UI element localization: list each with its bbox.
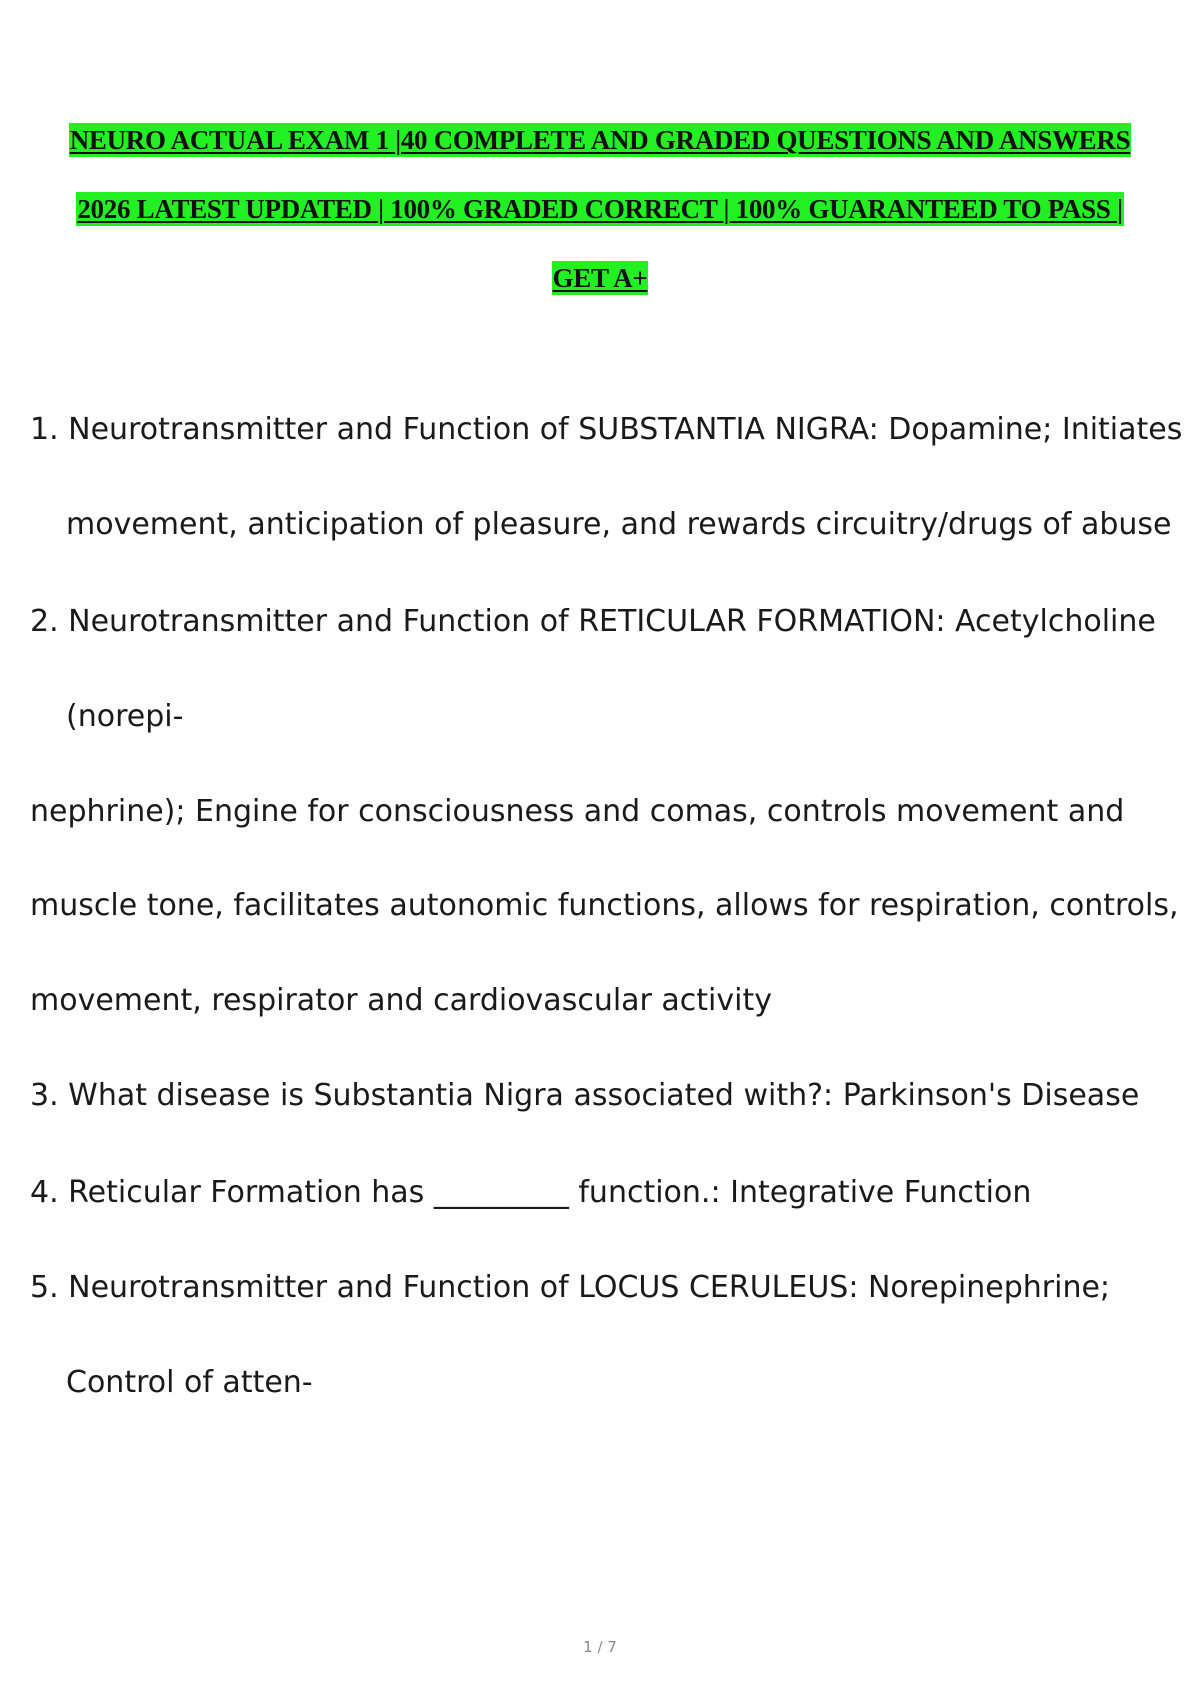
question-3-line-1: 3. What disease is Substantia Nigra associated with?: Parkinson's Disease bbox=[30, 1078, 1140, 1113]
title-line-3-text: GET A+ bbox=[552, 263, 648, 293]
question-5-line-2: Control of atten- bbox=[66, 1365, 313, 1400]
question-2-line-5: movement, respirator and cardiovascular activity bbox=[30, 983, 773, 1018]
title-line-3 bbox=[0, 256, 1200, 325]
question-1-line-1: 1. Neurotransmitter and Function of SUBSTANTIA NIGRA: Dopamine; Initiates bbox=[30, 412, 1183, 447]
question-4-line-1: 4. Reticular Formation has _________ function.: Integrative Function bbox=[30, 1175, 1032, 1210]
question-1-line-2: movement, anticipation of pleasure, and rewards circuitry/drugs of abuse bbox=[66, 507, 1172, 542]
page-indicator: 1 / 7 bbox=[583, 1638, 617, 1656]
question-5-line-1: 5. Neurotransmitter and Function of LOCUS CERULEUS: Norepinephrine; bbox=[30, 1270, 1111, 1305]
title-line-2 bbox=[0, 187, 1200, 256]
question-2-line-4: muscle tone, facilitates autonomic functions, allows for respiration, controls, bbox=[30, 888, 1179, 923]
title-line-2-text: 2026 LATEST UPDATED | 100% GRADED CORRECT | 100% GUARANTEED TO PASS | bbox=[77, 194, 1123, 224]
title-line-1-text: NEURO ACTUAL EXAM 1 |40 COMPLETE AND GRADED QUESTIONS AND ANSWERS bbox=[69, 125, 1131, 155]
question-2-line-1: 2. Neurotransmitter and Function of RETICULAR FORMATION: Acetylcholine bbox=[30, 604, 1156, 639]
question-2-line-3: nephrine); Engine for consciousness and comas, controls movement and bbox=[30, 794, 1125, 829]
document-title bbox=[0, 118, 1200, 325]
question-2-line-2: (norepi- bbox=[66, 699, 184, 734]
title-line-1 bbox=[0, 118, 1200, 187]
